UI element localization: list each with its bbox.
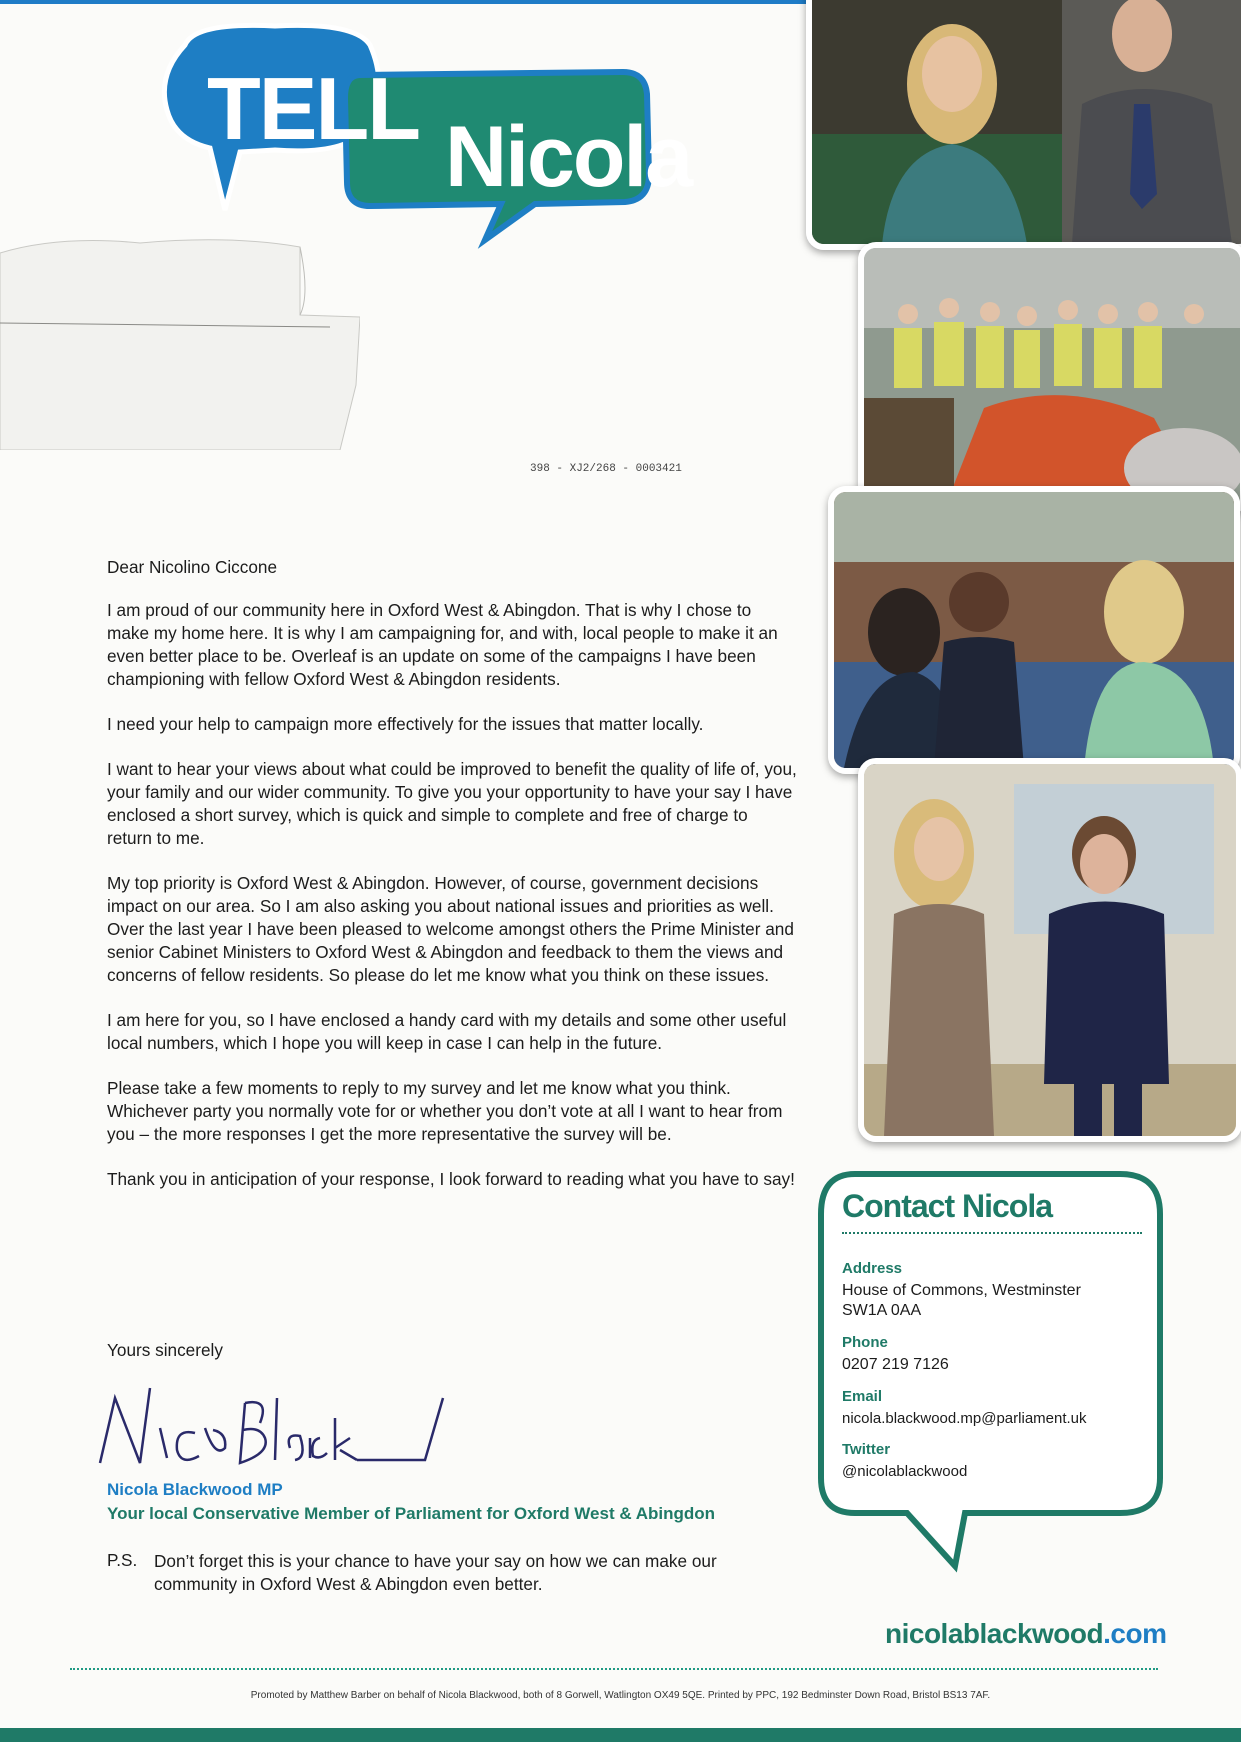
contact-nicola-box	[815, 1168, 1165, 1578]
letter-paragraph: I need your help to campaign more effectively for the issues that matter locally.	[107, 714, 704, 734]
ps-text: Don’t forget this is your chance to have your say on how we can make our community in Oxford West & Abingdon even better.	[154, 1551, 717, 1594]
bottom-accent-bar	[0, 1728, 1241, 1742]
letter-paragraph: My top priority is Oxford West & Abingdon. However, of course, government decisions impact on our area. So I am also asking you about national issues and priorities as well. Over the last year I have been pleased to welcome amongst others the Prime Minister and senior Cabinet Ministers to Oxford West & Abingdon and feedback to them the views and concerns of fellow residents. So please do let me know what you think on these issues.	[107, 873, 794, 985]
website-url	[885, 1618, 1166, 1650]
letter-paragraph: I am here for you, so I have enclosed a handy card with my details and some other useful local numbers, which I hope you will keep in case I can help in the future.	[107, 1010, 787, 1053]
address-line-1: House of Commons, Westminster	[842, 1282, 1081, 1299]
website-name: nicolablackwood	[885, 1618, 1104, 1649]
signer-name: Nicola Blackwood MP	[107, 1480, 283, 1499]
address-value	[842, 1281, 1152, 1321]
logo-word-tell: TELL	[207, 59, 419, 158]
website-tld: .com	[1103, 1618, 1167, 1649]
contact-title: Contact Nicola	[842, 1188, 1053, 1224]
reference-code: 398 - XJ2/268 - 0003421	[530, 463, 682, 475]
salutation: Dear Nicolino Ciccone	[107, 557, 278, 577]
contact-divider	[842, 1232, 1142, 1234]
signer-role: Your local Conservative Member of Parliament for Oxford West & Abingdon	[107, 1504, 716, 1523]
imprint-footer: Promoted by Matthew Barber on behalf of Nicola Blackwood, both of 8 Gorwell, Watlington OX49 5QE. Printed by PPC, 192 Bedminster Down Road, Bristol BS13 7AF.	[250, 1690, 991, 1701]
letter-paragraph: I want to hear your views about what could be improved to benefit the quality of life of, you, your family and our wider community. To give you your opportunity to have your say I have enclosed a short survey, which is quick and simple to complete and free of charge to return to me.	[107, 759, 797, 848]
letter-paragraph: Thank you in anticipation of your response, I look forward to reading what you have to say!	[107, 1169, 795, 1189]
photo-commons-chamber	[806, 0, 1241, 250]
email-label: Email	[842, 1388, 883, 1405]
top-accent-bar	[0, 0, 810, 4]
ps-label: P.S.	[107, 1550, 138, 1570]
phone-value: 0207 219 7126	[842, 1356, 949, 1373]
twitter-label: Twitter	[842, 1441, 891, 1458]
envelope-window-tear	[0, 235, 360, 450]
address-line-2: SW1A 0AA	[842, 1302, 922, 1319]
twitter-value: @nicolablackwood	[842, 1463, 968, 1480]
signoff: Yours sincerely	[107, 1340, 223, 1360]
photo-hospital-visit	[858, 758, 1241, 1142]
logo-word-nicola: Nicola	[445, 109, 692, 205]
footer-divider	[70, 1668, 1158, 1670]
letter-paragraph: Please take a few moments to reply to my survey and let me know what you think. Whichever party you normally vote for or whether you don’t vote at all I want to hear from you – the more responses I get the more representative the survey will be.	[107, 1078, 783, 1144]
tell-nicola-logo	[155, 20, 735, 270]
letter-paragraph: I am proud of our community here in Oxford West & Abingdon. That is why I chose to make my home here. It is why I am campaigning for, and with, local people to make it an even better place to be. Overleaf is an update on some of the campaigns I have been championing with fellow Oxford West & Abingdon residents.	[107, 600, 778, 689]
photo-playground-visit	[828, 486, 1240, 774]
letter-body	[107, 556, 797, 1213]
address-label: Address	[842, 1260, 903, 1277]
email-value: nicola.blackwood.mp@parliament.uk	[842, 1410, 1087, 1427]
photo-volunteer-cleanup	[858, 242, 1241, 516]
phone-label: Phone	[842, 1334, 888, 1351]
handwritten-signature	[95, 1368, 495, 1478]
